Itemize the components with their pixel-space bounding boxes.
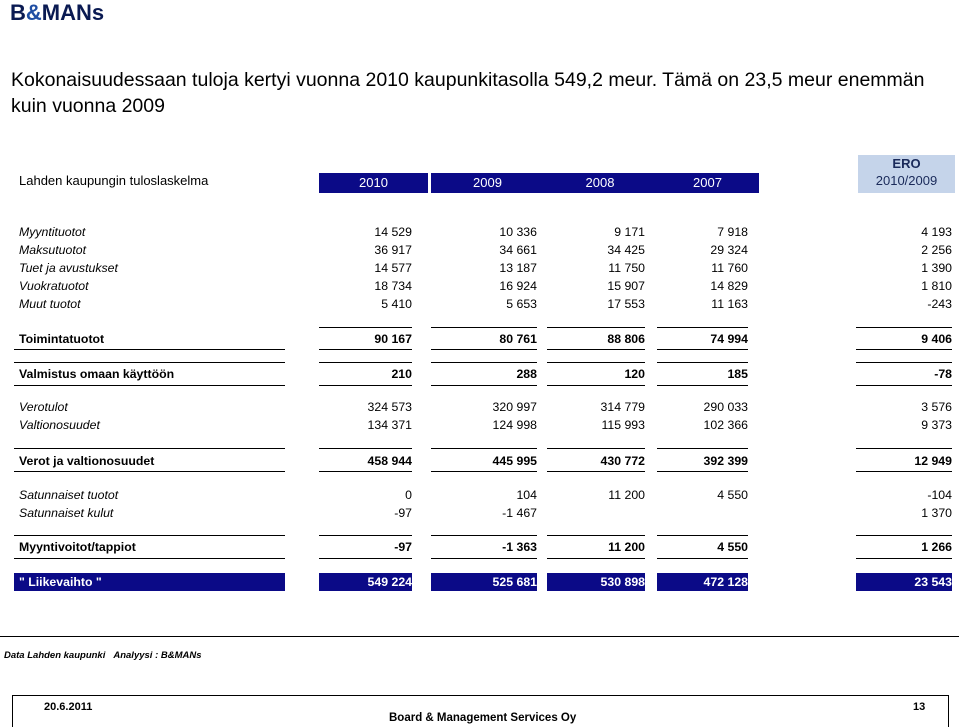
table-title: Lahden kaupungin tuloslaskelma — [19, 173, 209, 188]
sum-rule — [856, 349, 952, 350]
sum-rule — [14, 535, 285, 536]
sum-rule — [547, 471, 645, 472]
row-label: Myyntituotot — [19, 225, 86, 239]
cell-2007: 4 550 — [717, 540, 748, 554]
cell-2007: 290 033 — [703, 400, 748, 414]
source-label: Data Lahden kaupunki — [4, 650, 106, 661]
sum-rule — [657, 535, 748, 536]
cell-diff: 4 193 — [921, 225, 952, 239]
cell-2008: 11 200 — [608, 488, 645, 502]
source-note — [4, 650, 210, 661]
cell-2008: 530 898 — [600, 575, 645, 589]
cell-diff: -104 — [927, 488, 952, 502]
cell-2007: 29 324 — [710, 243, 748, 257]
sum-rule — [431, 535, 537, 536]
cell-diff: 1 810 — [921, 279, 952, 293]
sum-rule — [14, 385, 285, 386]
sum-rule — [431, 327, 537, 328]
year-header: 2007 — [656, 173, 759, 193]
table-row — [0, 416, 959, 434]
cell-2007: 11 163 — [711, 297, 748, 311]
logo-part: B — [10, 0, 26, 25]
cell-diff: -243 — [927, 297, 952, 311]
row-label: Muut tuotot — [19, 297, 81, 311]
sum-rule — [657, 448, 748, 449]
cell-diff: 1 370 — [921, 506, 952, 520]
sum-rule — [319, 385, 412, 386]
cell-2007: 102 366 — [703, 418, 748, 432]
sum-rule — [14, 558, 285, 559]
cell-diff: 1 266 — [921, 540, 952, 554]
cell-2010: 210 — [391, 367, 412, 381]
row-label: Myyntivoitot/tappiot — [19, 540, 136, 554]
sum-rule — [547, 349, 645, 350]
cell-2009: 34 661 — [499, 243, 537, 257]
cell-2007: 185 — [727, 367, 748, 381]
cell-2007: 11 760 — [711, 261, 748, 275]
sum-rule — [547, 535, 645, 536]
sum-rule — [431, 349, 537, 350]
cell-2007: 392 399 — [703, 454, 748, 468]
cell-2009: 445 995 — [492, 454, 537, 468]
table-row — [0, 259, 959, 277]
cell-diff: 9 373 — [921, 418, 952, 432]
cell-diff: 3 576 — [921, 400, 952, 414]
sum-rule — [547, 448, 645, 449]
cell-2009: 104 — [516, 488, 537, 502]
sum-rule — [856, 327, 952, 328]
cell-2009: 288 — [516, 367, 537, 381]
cell-2009: 13 187 — [499, 261, 537, 275]
sum-rule — [856, 558, 952, 559]
sum-rule — [856, 448, 952, 449]
sum-rule — [547, 362, 645, 363]
cell-2010: 549 224 — [367, 575, 412, 589]
table-row — [0, 295, 959, 313]
cell-2009: 320 997 — [492, 400, 537, 414]
sum-rule — [319, 558, 412, 559]
cell-2007: 472 128 — [703, 575, 748, 589]
cell-2010: 5 410 — [381, 297, 412, 311]
row-label: Satunnaiset kulut — [19, 506, 114, 520]
row-label: Maksutuotot — [19, 243, 86, 257]
sum-rule — [657, 327, 748, 328]
sum-rule — [431, 362, 537, 363]
cell-2008: 11 750 — [608, 261, 645, 275]
table-row-total — [0, 330, 959, 348]
cell-diff: 2 256 — [921, 243, 952, 257]
sum-rule — [657, 362, 748, 363]
cell-2009: 5 653 — [506, 297, 537, 311]
sum-rule — [14, 471, 285, 472]
diff-header-title: ERO — [892, 156, 921, 171]
table-row-total — [0, 538, 959, 556]
cell-2010: 18 734 — [374, 279, 412, 293]
table-row — [0, 277, 959, 295]
sum-rule — [856, 385, 952, 386]
sum-rule — [319, 327, 412, 328]
sum-rule — [657, 385, 748, 386]
cell-2008: 34 425 — [607, 243, 645, 257]
cell-2008: 314 779 — [600, 400, 645, 414]
sum-rule — [657, 349, 748, 350]
cell-diff: 9 406 — [921, 332, 952, 346]
cell-2007: 74 994 — [710, 332, 748, 346]
sum-rule — [319, 471, 412, 472]
cell-2008: 120 — [624, 367, 645, 381]
cell-2010: 90 167 — [374, 332, 412, 346]
footer-date: 20.6.2011 — [44, 701, 93, 713]
sum-rule — [547, 385, 645, 386]
cell-diff: -78 — [934, 367, 952, 381]
row-label: Satunnaiset tuotot — [19, 488, 119, 502]
cell-2008: 17 553 — [607, 297, 645, 311]
company-name: Board & Management Services Oy — [389, 712, 577, 724]
sum-rule — [431, 385, 537, 386]
table-row — [0, 486, 959, 504]
sum-rule — [431, 558, 537, 559]
footer-divider — [0, 636, 959, 637]
table-row — [0, 223, 959, 241]
cell-2008: 15 907 — [607, 279, 645, 293]
cell-2010: 14 529 — [374, 225, 412, 239]
cell-2009: -1 467 — [502, 506, 537, 520]
cell-2010: 36 917 — [374, 243, 412, 257]
sum-rule — [319, 349, 412, 350]
cell-2009: 10 336 — [499, 225, 537, 239]
row-label: Valmistus omaan käyttöön — [19, 367, 175, 381]
cell-2010: -97 — [394, 506, 412, 520]
row-label: Verot ja valtionosuudet — [19, 454, 155, 468]
logo-part: MANs — [41, 0, 105, 25]
cell-2008: 11 200 — [608, 540, 645, 554]
cell-diff: 23 543 — [914, 575, 952, 589]
cell-2008: 115 993 — [601, 418, 645, 432]
sum-rule — [431, 471, 537, 472]
sum-rule — [319, 448, 412, 449]
sum-rule — [14, 349, 285, 350]
table-row-total — [0, 452, 959, 470]
cell-2009: 80 761 — [499, 332, 537, 346]
cell-2009: 525 681 — [492, 575, 537, 589]
cell-2007: 4 550 — [717, 488, 748, 502]
cell-2008: 430 772 — [600, 454, 645, 468]
analysis-label: Analyysi : B&MANs — [113, 650, 202, 661]
cell-2007: 14 829 — [710, 279, 748, 293]
row-label: Vuokratuotot — [19, 279, 89, 293]
year-header: 2010 — [319, 173, 428, 193]
sum-rule — [431, 448, 537, 449]
row-label: " Liikevaihto " — [19, 575, 102, 589]
sum-rule — [319, 362, 412, 363]
cell-2009: -1 363 — [502, 540, 537, 554]
page-number: 13 — [913, 701, 926, 713]
page-title: Kokonaisuudessaan tuloja kertyi vuonna 2010 kaupunkitasolla 549,2 meur. Tämä on 23,5 meur enemmän kuin vuonna 2009 — [11, 69, 925, 117]
sum-rule — [856, 535, 952, 536]
sum-rule — [657, 558, 748, 559]
table-row — [0, 398, 959, 416]
sum-rule — [319, 535, 412, 536]
table-row-total — [0, 365, 959, 383]
year-header: 2008 — [544, 173, 656, 193]
cell-2009: 16 924 — [499, 279, 537, 293]
cell-diff: 12 949 — [914, 454, 952, 468]
cell-2010: 458 944 — [367, 454, 412, 468]
cell-2010: 14 577 — [374, 261, 412, 275]
year-header: 2009 — [431, 173, 544, 193]
row-label: Tuet ja avustukset — [19, 261, 118, 275]
cell-2008: 88 806 — [607, 332, 645, 346]
cell-2008: 9 171 — [614, 225, 645, 239]
row-label: Toimintatuotot — [19, 332, 105, 346]
sum-rule — [547, 327, 645, 328]
cell-2010: 134 371 — [367, 418, 412, 432]
sum-rule — [657, 471, 748, 472]
row-label: Verotulot — [19, 400, 68, 414]
diff-header-subtitle: 2010/2009 — [875, 173, 938, 188]
sum-rule — [856, 471, 952, 472]
logo-ampersand: & — [25, 0, 42, 25]
cell-2010: 324 573 — [367, 400, 412, 414]
table-row-grand-total — [0, 573, 959, 591]
sum-rule — [14, 362, 285, 363]
cell-2010: 0 — [405, 488, 412, 502]
sum-rule — [547, 558, 645, 559]
sum-rule — [14, 448, 285, 449]
sum-rule — [856, 362, 952, 363]
cell-2007: 7 918 — [717, 225, 748, 239]
table-row — [0, 241, 959, 259]
cell-2009: 124 998 — [492, 418, 537, 432]
table-row — [0, 504, 959, 522]
logo — [10, 0, 104, 26]
row-label: Valtionosuudet — [19, 418, 100, 432]
cell-diff: 1 390 — [921, 261, 952, 275]
cell-2010: -97 — [394, 540, 412, 554]
